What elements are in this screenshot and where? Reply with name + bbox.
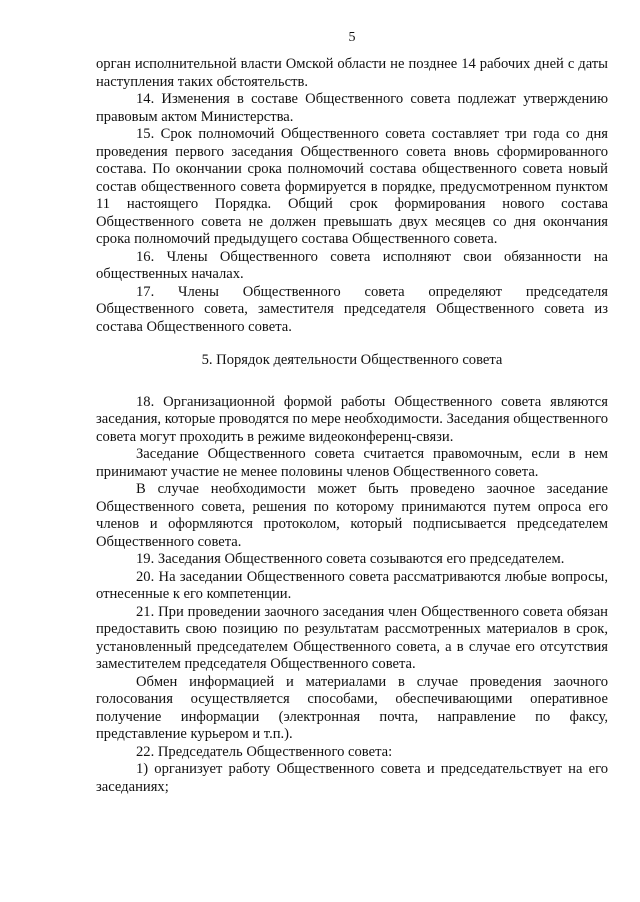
paragraph-22-item-1: 1) организует работу Общественного совета и председательствует на его заседаниях; <box>96 761 608 795</box>
paragraph-22: 22. Председатель Общественного совета: <box>136 743 393 760</box>
paragraph-19: 19. Заседания Общественного совета созываются его председателем. <box>136 551 565 567</box>
paragraph-20: 20. На заседании Общественного совета рассматриваются любые вопросы, отнесенные к его компетенции. <box>96 568 608 602</box>
paragraph-17: 17. Члены Общественного совета определяют председателя Общественного совета, заместителя председателя Общественного совета из состава Общественного совета. <box>96 283 608 335</box>
paragraph-21: 21. При проведении заочного заседания член Общественного совета обязан предоставить свою позицию по результатам рассмотренных материалов в срок, установленный председателем Общественного совета, а в случае его отсутствия заместителем председателя Общественного совета. <box>96 603 608 672</box>
paragraph-quorum: Заседание Общественного совета считается правомочным, если в нем принимают участие не менее половины членов Общественного совета. <box>96 446 608 480</box>
paragraph-information-exchange: Обмен информацией и материалами в случае проведения заочного голосования осуществляется способами, обеспечивающими оперативное получение информации (электронная почта, направление по факсу, представление курьером и т.п.). <box>96 673 608 742</box>
paragraph-18: 18. Организационной формой работы Общественного совета являются заседания, которые проводятся по мере необходимости. Заседания общественного совета могут проходить в режиме видеоконференц-связи. <box>96 393 608 445</box>
section-heading: 5. Порядок деятельности Общественного совета <box>201 352 503 368</box>
paragraph-15: 15. Срок полномочий Общественного совета составляет три года со дня проведения первого заседания Общественного совета вновь сформированного состава. По окончании срока полномочий состава общественного совета новый состав общественного совета формируется в порядке, предусмотренном пунктом 11 настоящего Порядка. Общий срок формирования нового состава Общественного совета не должен превышать двух месяцев со дня окончания срока полномочий предыдущего состава Общественного совета. <box>96 126 608 247</box>
document-body <box>96 56 608 796</box>
paragraph-continuation: орган исполнительной власти Омской области не позднее 14 рабочих дней с даты наступления таких обстоятельств. <box>96 56 608 90</box>
paragraph-absentee-meeting: В случае необходимости может быть проведено заочное заседание Общественного совета, решения по которому принимаются путем опроса его членов и оформляются протоколом, который подписывается председателем Общественного совета. <box>96 481 608 550</box>
paragraph-16: 16. Члены Общественного совета исполняют свои обязанности на общественных началах. <box>96 248 608 282</box>
paragraph-14: 14. Изменения в составе Общественного совета подлежат утверждению правовым актом Министерства. <box>96 91 608 125</box>
page-number: 5 <box>348 30 356 45</box>
